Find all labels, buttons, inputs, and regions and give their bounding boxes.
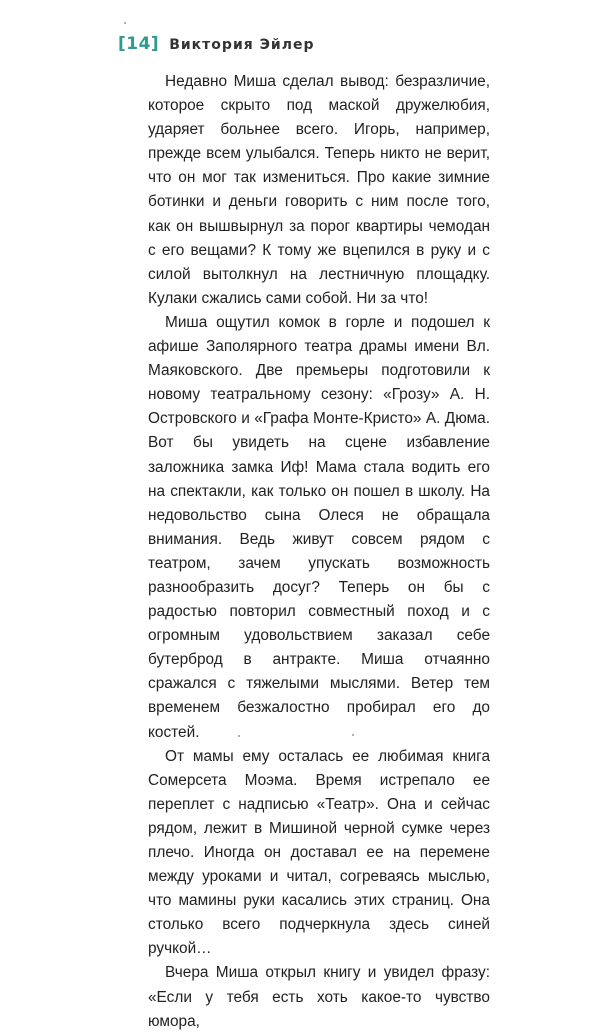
running-title: Виктория Эйлер xyxy=(169,37,315,53)
paragraph: Недавно Миша сделал вывод: безразличие, которое скрыто под маской дружелюбия, ударяет больнее всего. Игорь, например, прежде всем улыбался. Теперь никто не верит, что он мог так измениться. Про какие зимние ботинки и деньги говорить с ним после того, как он вышвырнул за порог квартиры чемодан с его вещами? К тому же вцепился в руку и с силой вытолкнул на лестничную площадку. Кулаки сжались сами собой. Ни за что! xyxy=(148,73,490,307)
running-header xyxy=(118,34,314,60)
body-text xyxy=(148,70,490,1034)
scan-speck xyxy=(352,734,354,736)
page-number: [14] xyxy=(118,34,160,54)
paragraph: Миша ощутил комок в горле и подошел к афише Заполярного театра драмы имени Вл. Маяковского. Две премьеры подготовили к новому театральному сезону: «Грозу» А. Н. Островского и «Графа Монте-Кристо» А. Дюма. Вот бы увидеть на сцене избавление заложника замка Иф! Мама стала водить его на спектакли, как только он пошел в школу. На недовольство сына Олеся не обращала внимания. Ведь живут совсем рядом с театром, зачем упускать возможность разнообразить досуг? Теперь он бы с радостью повторил совместный поход и с огромным удовольствием заказал себе бутерброд в антракте. Миша отчаянно сражался с тяжелыми мыслями. Ветер тем временем безжалостно пробирал его до костей. xyxy=(148,313,490,741)
paragraph: Вчера Миша открыл книгу и увидел фразу: «Если у тебя есть хоть какое-то чувство юмора, xyxy=(148,964,490,1030)
scan-speck xyxy=(238,735,240,737)
paragraph: От мамы ему осталась ее любимая книга Сомерсета Моэма. Время истрепало ее переплет с надписью «Театр». Она и сейчас рядом, лежит в Мишиной черной сумке через плечо. Иногда он доставал ее на перемене между уроками и читал, согреваясь мыслью, что мамины руки касались этих страниц. Она столько всего подчеркнула здесь синей ручкой… xyxy=(148,747,490,958)
scan-speck xyxy=(124,22,126,24)
